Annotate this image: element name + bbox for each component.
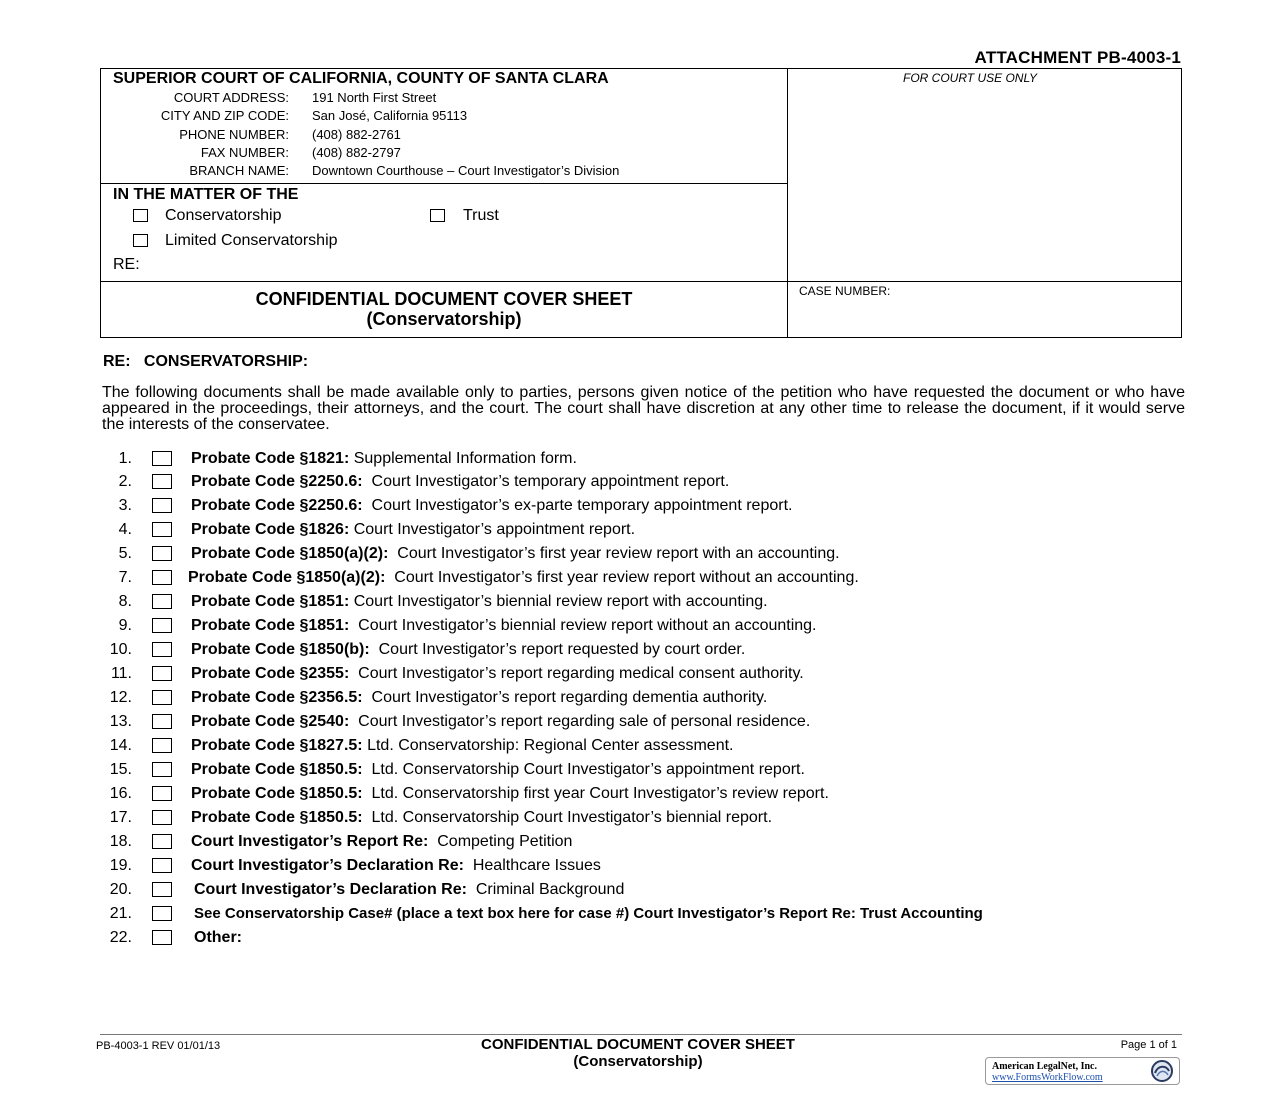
checklist-item [0, 689, 1275, 709]
address-row [100, 127, 740, 145]
item-number: 4. [118, 521, 132, 538]
item-number: 20. [109, 881, 132, 898]
trust-checkbox[interactable] [430, 209, 445, 222]
address-value: San José, California 95113 [312, 108, 468, 123]
item-checkbox[interactable] [152, 762, 172, 777]
item-code: Court Investigator’s Declaration Re: [191, 857, 464, 874]
re-label: RE: [113, 256, 140, 273]
item-number: 2. [118, 473, 132, 490]
item-description: Court Investigator’s temporary appointment report. [362, 473, 730, 490]
item-checkbox[interactable] [152, 594, 172, 609]
address-value: Downtown Courthouse – Court Investigator’s Division [312, 163, 620, 178]
item-number: 18. [109, 833, 132, 850]
item-code: Probate Code §1850(a)(2): [188, 569, 386, 586]
item-code: Probate Code §2355: [191, 665, 350, 682]
footer-page-number: Page 1 of 1 [1120, 1039, 1177, 1051]
checklist-item [0, 737, 1275, 757]
item-code: Probate Code §1821: [191, 450, 350, 467]
limited-conservatorship-checkbox[interactable] [133, 234, 148, 247]
checklist-item [0, 857, 1275, 877]
item-number: 12. [109, 689, 132, 706]
item-checkbox[interactable] [152, 930, 172, 945]
item-checkbox[interactable] [152, 498, 172, 513]
item-text [191, 450, 577, 468]
item-checkbox[interactable] [152, 786, 172, 801]
case-number-label: CASE NUMBER: [799, 284, 891, 298]
item-text [191, 689, 767, 707]
item-text [191, 761, 805, 779]
matter-heading: IN THE MATTER OF THE [113, 186, 299, 203]
item-number: 17. [109, 809, 132, 826]
item-text [191, 785, 829, 803]
item-text [191, 473, 729, 491]
item-description: Court Investigator’s first year review report with an accounting. [388, 545, 840, 562]
cover-sheet-title [100, 289, 788, 329]
item-number: 7. [118, 569, 132, 586]
checklist-item [0, 809, 1275, 829]
item-checkbox[interactable] [152, 834, 172, 849]
item-checkbox[interactable] [152, 570, 172, 585]
item-description: Court Investigator’s report regarding dementia authority. [362, 689, 768, 706]
intro-paragraph: The following documents shall be made available only to parties, persons given notice of the petition who have requested the document or who have appeared in the proceedings, their attorneys, and the court. The court shall have discretion at any other time to release the document, if it would serve the interests of the conservatee. [102, 384, 1185, 433]
item-number: 10. [109, 641, 132, 658]
item-code: Probate Code §2250.6: [191, 497, 363, 514]
checklist-item [0, 641, 1275, 661]
item-code: Other: [194, 929, 242, 946]
item-text [191, 617, 817, 635]
address-row [100, 90, 740, 108]
checklist-item [0, 521, 1275, 541]
item-text [191, 737, 733, 755]
checklist-item [0, 761, 1275, 781]
checklist-item [0, 713, 1275, 733]
item-description: Court Investigator’s first year review report without an accounting. [385, 569, 859, 586]
item-text [188, 569, 859, 587]
item-description: Court Investigator’s report regarding sale of personal residence. [349, 713, 811, 730]
globe-icon [1150, 1059, 1174, 1083]
checklist-item [0, 450, 1275, 470]
court-name: SUPERIOR COURT OF CALIFORNIA, COUNTY OF SANTA CLARA [113, 70, 609, 87]
checklist-item [0, 593, 1275, 613]
item-checkbox[interactable] [152, 642, 172, 657]
item-text [191, 641, 745, 659]
item-text [191, 809, 772, 827]
address-label: CITY AND ZIP CODE: [160, 108, 289, 123]
item-description: Ltd. Conservatorship first year Court Investigator’s review report. [362, 785, 829, 802]
item-checkbox[interactable] [152, 738, 172, 753]
publisher-url[interactable]: www.FormsWorkFlow.com [992, 1072, 1103, 1083]
item-number: 8. [118, 593, 132, 610]
address-label: COURT ADDRESS: [173, 90, 289, 105]
item-text [194, 881, 624, 899]
item-description: Court Investigator’s report requested by court order. [369, 641, 746, 658]
item-description: Court Investigator’s biennial review report without an accounting. [349, 617, 817, 634]
address-row [100, 145, 740, 163]
item-text [191, 497, 792, 515]
item-checkbox[interactable] [152, 522, 172, 537]
item-description: Court Investigator’s ex-parte temporary appointment report. [362, 497, 793, 514]
checklist-item [0, 905, 1275, 925]
item-description: Criminal Background [466, 881, 625, 898]
caption-divider-2 [100, 281, 1182, 282]
item-text [191, 665, 804, 683]
item-code: Probate Code §1850(a)(2): [191, 545, 389, 562]
cover-sheet-title-line1: CONFIDENTIAL DOCUMENT COVER SHEET [255, 289, 633, 309]
item-description: Court Investigator’s appointment report. [349, 521, 636, 538]
item-text [191, 857, 601, 875]
item-code: Probate Code §1851: [191, 593, 350, 610]
item-code: Probate Code §1850.5: [191, 809, 363, 826]
item-checkbox[interactable] [152, 906, 172, 921]
address-row [100, 163, 740, 181]
item-code: Court Investigator’s Report Re: [191, 833, 429, 850]
item-checkbox[interactable] [152, 618, 172, 633]
caption-divider-1 [100, 183, 788, 184]
item-number: 22. [109, 929, 132, 946]
item-description: Ltd. Conservatorship Court Investigator’s appointment report. [362, 761, 805, 778]
item-checkbox[interactable] [152, 810, 172, 825]
item-number: 9. [118, 617, 132, 634]
item-number: 3. [118, 497, 132, 514]
item-code: Probate Code §1850.5: [191, 785, 363, 802]
address-label: FAX NUMBER: [200, 145, 289, 160]
publisher-logo[interactable] [985, 1057, 1180, 1085]
address-label: PHONE NUMBER: [179, 127, 289, 142]
item-code: Probate Code §2250.6: [191, 473, 363, 490]
item-number: 21. [109, 905, 132, 922]
item-code: Probate Code §1850.5: [191, 761, 363, 778]
address-label: BRANCH NAME: [189, 163, 289, 178]
item-description: Competing Petition [428, 833, 573, 850]
address-value: (408) 882-2761 [312, 127, 401, 142]
item-checkbox[interactable] [152, 858, 172, 873]
address-value: (408) 882-2797 [312, 145, 401, 160]
checklist-item [0, 833, 1275, 853]
footer-title [420, 1036, 856, 1070]
item-code: Probate Code §2356.5: [191, 689, 363, 706]
address-row [100, 108, 740, 126]
footer-title-line1: CONFIDENTIAL DOCUMENT COVER SHEET [481, 1036, 795, 1053]
item-text [191, 593, 768, 611]
conservatorship-label: Conservatorship [165, 207, 282, 224]
item-checkbox[interactable] [152, 690, 172, 705]
item-description: Court Investigator’s biennial review report with accounting. [349, 593, 768, 610]
checklist-item [0, 545, 1275, 565]
item-code: Probate Code §1850(b): [191, 641, 370, 658]
checklist-item [0, 665, 1275, 685]
item-code: Probate Code §2540: [191, 713, 350, 730]
item-description: Court Investigator’s report regarding medical consent authority. [349, 665, 804, 682]
item-description: Supplemental Information form. [349, 450, 577, 467]
checklist-item [0, 497, 1275, 517]
item-number: 19. [109, 857, 132, 874]
attachment-id: ATTACHMENT PB-4003-1 [974, 48, 1181, 67]
item-text [191, 713, 810, 731]
footer-form-id: PB-4003-1 REV 01/01/13 [96, 1040, 221, 1052]
item-text [194, 905, 983, 922]
item-code: Court Investigator’s Declaration Re: [194, 881, 467, 898]
checklist-item [0, 569, 1275, 589]
item-checkbox[interactable] [152, 666, 172, 681]
re-conservatorship-heading: RE: CONSERVATORSHIP: [103, 353, 309, 370]
cover-sheet-title-line2: (Conservatorship) [366, 309, 522, 329]
item-checkbox[interactable] [152, 546, 172, 561]
court-use-only-label: FOR COURT USE ONLY [903, 71, 1038, 85]
item-checkbox[interactable] [152, 474, 172, 489]
item-code: See Conservatorship Case# (place a text box here for case #) Court Investigator’s Report Re: Trust Accounting [194, 905, 983, 922]
item-number: 15. [109, 761, 132, 778]
item-checkbox[interactable] [152, 882, 172, 897]
item-code: Probate Code §1851: [191, 617, 350, 634]
footer-rule [100, 1034, 1182, 1035]
item-checkbox[interactable] [152, 714, 172, 729]
item-text [191, 833, 572, 851]
item-number: 1. [118, 450, 132, 467]
item-text [191, 545, 840, 563]
publisher-name: American LegalNet, Inc. [992, 1061, 1097, 1072]
item-code: Probate Code §1826: [191, 521, 350, 538]
item-number: 13. [109, 713, 132, 730]
item-number: 14. [109, 737, 132, 754]
item-text [194, 929, 242, 947]
checklist-item [0, 617, 1275, 637]
item-checkbox[interactable] [152, 451, 172, 466]
conservatorship-checkbox[interactable] [133, 209, 148, 222]
checklist-item [0, 881, 1275, 901]
item-number: 11. [110, 665, 132, 682]
item-code: Probate Code §1827.5: [191, 737, 363, 754]
checklist-item [0, 785, 1275, 805]
item-number: 5. [118, 545, 132, 562]
item-number: 16. [109, 785, 132, 802]
checklist-item [0, 929, 1275, 949]
address-value: 191 North First Street [312, 90, 437, 105]
item-description: Healthcare Issues [463, 857, 601, 874]
item-text [191, 521, 635, 539]
item-description: Ltd. Conservatorship Court Investigator’s biennial report. [362, 809, 773, 826]
trust-label: Trust [463, 207, 499, 224]
checklist-item [0, 473, 1275, 493]
limited-conservatorship-label: Limited Conservatorship [165, 232, 338, 249]
item-description: Ltd. Conservatorship: Regional Center assessment. [362, 737, 734, 754]
footer-title-line2: (Conservatorship) [573, 1053, 703, 1070]
